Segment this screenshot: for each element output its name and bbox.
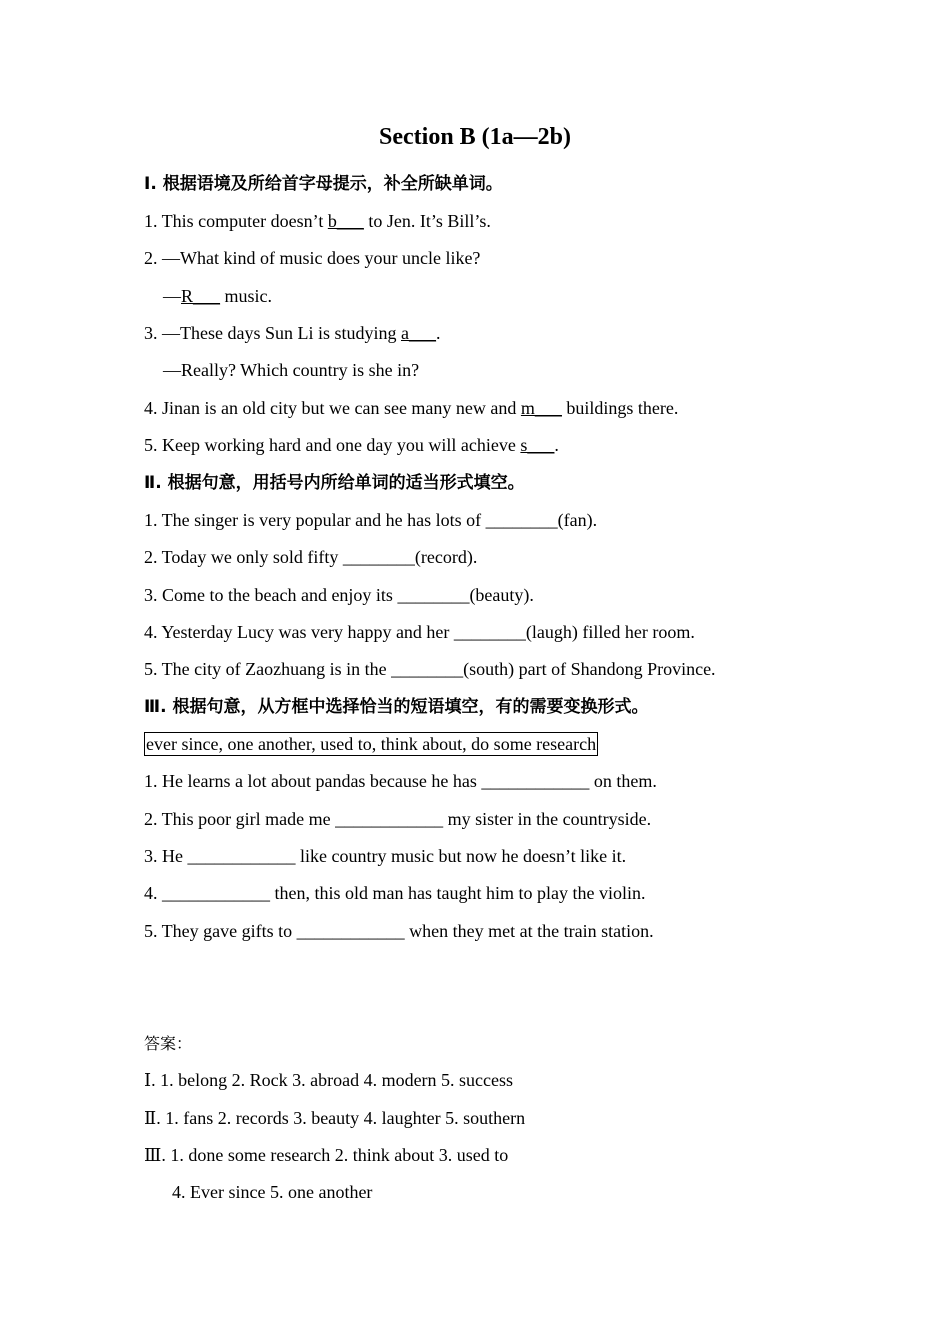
part1-question-1 [144,210,491,232]
answers-part1: Ⅰ. 1. belong 2. Rock 3. abroad 4. modern 5. success [144,1070,514,1090]
blank-hint: R___ [181,286,221,306]
part2-question-4: 4. Yesterday Lucy was very happy and her ________(laugh) filled her room. [144,622,695,642]
part1-question-2a: 2. —What kind of music does your uncle like? [144,248,481,268]
question-text: . [436,323,441,343]
question-text: 4. Jinan is an old city but we can see many new and [144,398,521,418]
part1-question-4 [144,397,678,419]
part3-question-2: 2. This poor girl made me ____________ my sister in the countryside. [144,809,652,829]
question-text: 3. —These days Sun Li is studying [144,323,401,343]
part3-question-3: 3. He ____________ like country music but now he doesn’t like it. [144,846,627,866]
blank-hint: b___ [327,211,364,231]
question-text: music. [220,286,273,306]
part2-question-5: 5. The city of Zaozhuang is in the ________(south) part of Shandong Province. [144,659,716,679]
question-text: . [554,435,559,455]
answers-label: 答案： [144,1034,193,1053]
blank-hint: a___ [401,323,436,343]
blank-hint: m___ [520,398,562,418]
part2-heading: Ⅱ. 根据句意，用括号内所给单词的适当形式填空。 [144,473,525,493]
part3-question-5: 5. They gave gifts to ____________ when they met at the train station. [144,921,654,941]
part3-heading: Ⅲ. 根据句意，从方框中选择恰当的短语填空，有的需要变换形式。 [144,697,649,717]
part3-question-4: 4. ____________ then, this old man has taught him to play the violin. [144,883,646,903]
blank-hint: s___ [520,435,555,455]
part2-question-2: 2. Today we only sold fifty ________(record). [144,547,478,567]
question-text: — [163,286,181,306]
part1-question-3a [144,322,441,344]
question-text: 1. This computer doesn’t [144,211,328,231]
part1-question-5 [144,434,559,456]
question-text: to Jen. It’s Bill’s. [363,211,491,231]
question-text: buildings there. [561,398,679,418]
part1-heading: Ⅰ. 根据语境及所给首字母提示，补全所缺单词。 [144,174,503,194]
answers-part3: Ⅲ. 1. done some research 2. think about 3. used to [144,1145,509,1165]
part1-question-3b: —Really? Which country is she in? [163,360,420,380]
part3-question-1: 1. He learns a lot about pandas because he has ____________ on them. [144,771,657,791]
page-title: Section B (1a—2b) [379,124,571,150]
phrase-box: ever since, one another, used to, think about, do some research [146,734,597,754]
part1-question-2b [163,285,272,307]
answers-part2: Ⅱ. 1. fans 2. records 3. beauty 4. laughter 5. southern [144,1108,526,1128]
answers-part3-cont: 4. Ever since 5. one another [172,1182,373,1202]
question-text: 5. Keep working hard and one day you will achieve [144,435,521,455]
part2-question-1: 1. The singer is very popular and he has lots of ________(fan). [144,510,598,530]
part2-question-3: 3. Come to the beach and enjoy its ________(beauty). [144,585,534,605]
